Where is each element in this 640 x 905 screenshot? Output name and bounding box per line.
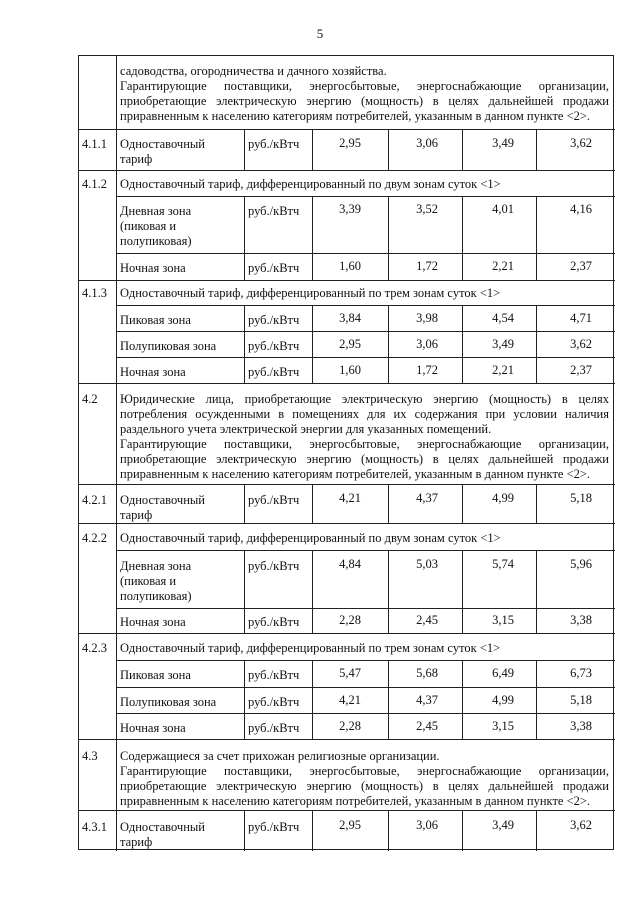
unit-label: руб./кВтч	[248, 559, 300, 573]
value-cell: 5,68	[416, 666, 438, 680]
zone-name: Ночная зона	[120, 261, 186, 275]
section-text: приравненным к населению категориям потребителей, указанным в данном пункте <2>.	[120, 794, 591, 808]
value-cell: 1,72	[416, 363, 438, 377]
value-cell: 5,47	[339, 666, 361, 680]
column-divider	[244, 550, 245, 633]
column-divider	[244, 129, 245, 170]
section-heading: Одноставочный тариф, дифференцированный по двум зонам суток <1>	[120, 177, 501, 191]
row-divider	[116, 687, 615, 688]
row-divider	[116, 253, 615, 254]
section-text: приобретающие электрическую энергию (мощность) в целях дальнейшей продажи	[120, 779, 609, 793]
unit-label: руб./кВтч	[248, 820, 300, 834]
unit-label: руб./кВтч	[248, 137, 300, 151]
value-cell: 2,95	[339, 136, 361, 150]
row-number: 4.3	[82, 749, 98, 763]
cont-line: приобретающие электрическую энергию (мощность) в целях дальнейшей продажи	[120, 94, 609, 108]
value-cell: 5,96	[570, 557, 592, 571]
value-cell: 3,52	[416, 202, 438, 216]
value-cell: 3,38	[570, 719, 592, 733]
column-divider	[116, 56, 117, 851]
value-cell: 1,60	[339, 363, 361, 377]
tariff-name: тариф	[120, 508, 153, 522]
value-cell: 2,45	[416, 613, 438, 627]
row-divider	[79, 280, 615, 281]
value-cell: 4,37	[416, 491, 438, 505]
value-cell: 6,73	[570, 666, 592, 680]
value-cell: 1,60	[339, 259, 361, 273]
row-divider	[79, 170, 615, 171]
zone-name: полупиковая)	[120, 234, 192, 248]
zone-name: Дневная зона	[120, 559, 192, 573]
zone-name: (пиковая и	[120, 219, 177, 233]
row-divider	[116, 608, 615, 609]
tariff-name: Одноставочный	[120, 493, 205, 507]
unit-label: руб./кВтч	[248, 721, 300, 735]
row-number: 4.1.1	[82, 137, 107, 151]
value-cell: 4,16	[570, 202, 592, 216]
column-divider	[244, 810, 245, 851]
row-divider	[79, 484, 615, 485]
section-text: приобретающие электрическую энергию (мощность) в целях дальнейшей продажи	[120, 452, 609, 466]
value-cell: 3,62	[570, 136, 592, 150]
tariff-name: Одноставочный	[120, 820, 205, 834]
row-number: 4.2.2	[82, 531, 107, 545]
tariff-name: Одноставочный	[120, 137, 205, 151]
unit-label: руб./кВтч	[248, 695, 300, 709]
unit-label: руб./кВтч	[248, 339, 300, 353]
column-divider	[244, 196, 245, 280]
value-cell: 3,39	[339, 202, 361, 216]
row-number: 4.2.1	[82, 493, 107, 507]
value-cell: 3,06	[416, 818, 438, 832]
column-divider	[244, 660, 245, 739]
value-cell: 5,18	[570, 491, 592, 505]
value-cell: 5,74	[492, 557, 514, 571]
row-divider	[116, 305, 615, 306]
zone-name: (пиковая и	[120, 574, 177, 588]
unit-label: руб./кВтч	[248, 493, 300, 507]
value-cell: 2,21	[492, 363, 514, 377]
section-text: Гарантирующие поставщики, энергосбытовые, энергоснабжающие организации,	[120, 437, 609, 451]
value-cell: 4,37	[416, 693, 438, 707]
row-divider	[116, 713, 615, 714]
section-text: потребления осужденными в помещениях для их содержания при условии наличия	[120, 407, 609, 421]
value-cell: 2,37	[570, 259, 592, 273]
cont-line: приравненным к населению категориям потребителей, указанным в данном пункте <2>.	[120, 109, 591, 123]
section-text: Гарантирующие поставщики, энергосбытовые, энергоснабжающие организации,	[120, 764, 609, 778]
value-cell: 2,95	[339, 818, 361, 832]
zone-name: Ночная зона	[120, 721, 186, 735]
section-text: приравненным к населению категориям потребителей, указанным в данном пункте <2>.	[120, 467, 591, 481]
row-number: 4.1.2	[82, 177, 107, 191]
row-number: 4.3.1	[82, 820, 107, 834]
row-divider	[79, 129, 615, 130]
unit-label: руб./кВтч	[248, 261, 300, 275]
value-cell: 3,98	[416, 311, 438, 325]
row-divider	[116, 550, 615, 551]
value-cell: 4,71	[570, 311, 592, 325]
section-text: Юридические лица, приобретающие электрическую энергию (мощность) в целях	[120, 392, 609, 406]
row-divider	[79, 739, 615, 740]
zone-name: Ночная зона	[120, 615, 186, 629]
unit-label: руб./кВтч	[248, 204, 300, 218]
value-cell: 3,15	[492, 613, 514, 627]
value-cell: 5,18	[570, 693, 592, 707]
value-cell: 2,37	[570, 363, 592, 377]
row-divider	[116, 196, 615, 197]
unit-label: руб./кВтч	[248, 365, 300, 379]
value-cell: 3,15	[492, 719, 514, 733]
cont-line: Гарантирующие поставщики, энергосбытовые, энергоснабжающие организации,	[120, 79, 609, 93]
row-divider	[116, 357, 615, 358]
row-divider	[79, 810, 615, 811]
zone-name: Полупиковая зона	[120, 695, 217, 709]
section-heading: Одноставочный тариф, дифференцированный по трем зонам суток <1>	[120, 641, 501, 655]
value-cell: 6,49	[492, 666, 514, 680]
page-number: 5	[316, 26, 324, 41]
section-text: Содержащиеся за счет прихожан религиозные организации.	[120, 749, 440, 763]
zone-name: Дневная зона	[120, 204, 192, 218]
zone-name: Ночная зона	[120, 365, 186, 379]
value-cell: 2,45	[416, 719, 438, 733]
value-cell: 4,21	[339, 491, 361, 505]
value-cell: 3,62	[570, 337, 592, 351]
row-number: 4.1.3	[82, 286, 107, 300]
value-cell: 4,54	[492, 311, 514, 325]
value-cell: 4,84	[339, 557, 361, 571]
value-cell: 2,21	[492, 259, 514, 273]
unit-label: руб./кВтч	[248, 313, 300, 327]
row-number: 4.2.3	[82, 641, 107, 655]
row-divider	[79, 523, 615, 524]
row-divider	[116, 331, 615, 332]
value-cell: 3,06	[416, 136, 438, 150]
value-cell: 4,01	[492, 202, 514, 216]
zone-name: Пиковая зона	[120, 313, 191, 327]
row-divider	[79, 633, 615, 634]
cont-line: садоводства, огородничества и дачного хозяйства.	[120, 64, 387, 78]
row-number: 4.2	[82, 392, 98, 406]
zone-name: полупиковая)	[120, 589, 192, 603]
tariff-table	[78, 55, 614, 850]
value-cell: 3,49	[492, 136, 514, 150]
value-cell: 4,21	[339, 693, 361, 707]
value-cell: 3,62	[570, 818, 592, 832]
value-cell: 3,49	[492, 337, 514, 351]
section-text: раздельного учета электрической энергии для указанных помещений.	[120, 422, 492, 436]
value-cell: 2,28	[339, 719, 361, 733]
section-heading: Одноставочный тариф, дифференцированный по двум зонам суток <1>	[120, 531, 501, 545]
value-cell: 2,28	[339, 613, 361, 627]
value-cell: 4,99	[492, 491, 514, 505]
row-divider	[79, 383, 615, 384]
section-heading: Одноставочный тариф, дифференцированный по трем зонам суток <1>	[120, 286, 501, 300]
zone-name: Пиковая зона	[120, 668, 191, 682]
tariff-name: тариф	[120, 152, 153, 166]
zone-name: Полупиковая зона	[120, 339, 217, 353]
unit-label: руб./кВтч	[248, 668, 300, 682]
value-cell: 3,84	[339, 311, 361, 325]
column-divider	[244, 484, 245, 523]
value-cell: 5,03	[416, 557, 438, 571]
value-cell: 1,72	[416, 259, 438, 273]
value-cell: 3,06	[416, 337, 438, 351]
value-cell: 3,38	[570, 613, 592, 627]
tariff-name: тариф	[120, 835, 153, 849]
row-divider	[116, 660, 615, 661]
unit-label: руб./кВтч	[248, 615, 300, 629]
value-cell: 4,99	[492, 693, 514, 707]
column-divider	[244, 305, 245, 383]
value-cell: 2,95	[339, 337, 361, 351]
value-cell: 3,49	[492, 818, 514, 832]
